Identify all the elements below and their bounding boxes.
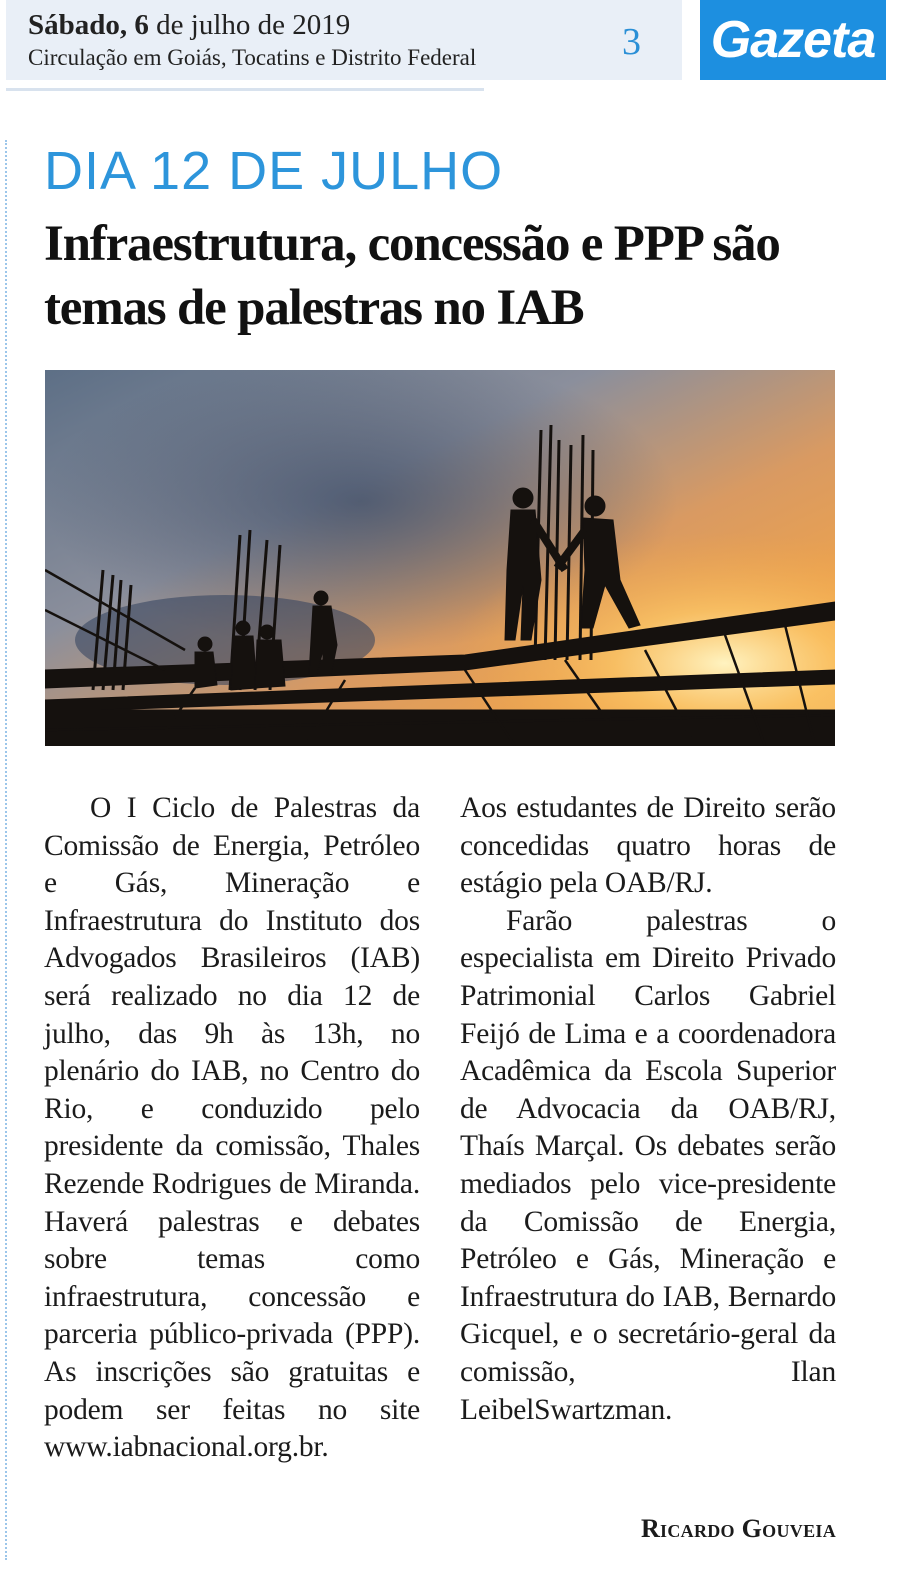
article-photo	[45, 370, 835, 746]
header-rule	[6, 88, 484, 91]
header-day: Sábado, 6	[28, 9, 149, 41]
header-circulation: Circulação em Goiás, Tocatins e Distrito Federal	[28, 45, 477, 70]
article-kicker: DIA 12 DE JULHO	[44, 141, 504, 201]
article-column-right	[460, 790, 836, 1429]
gazeta-logo	[700, 0, 886, 80]
header-date-rest: de julho de 2019	[148, 9, 351, 41]
article-paragraph: Aos estudantes de Direito serão concedidas quatro horas de estágio pela OAB/RJ.	[460, 792, 836, 900]
construction-sunset-illustration	[45, 370, 835, 746]
logo-text: Gazeta	[710, 11, 876, 69]
article-headline: Infraestrutura, concessão e PPP são temas de palestras no IAB	[44, 216, 780, 336]
left-margin-dotted-line	[5, 140, 7, 1560]
header-date	[28, 8, 350, 42]
article-paragraph: Farão palestras o especialista em Direito Privado Patrimonial Carlos Gabriel Feijó de Lima e a coordenadora Acadêmica da Escola Superior de Advocacia da OAB/RJ, Thaís Marçal. Os debates serão mediados pelo vice-presidente da Comissão de Energia, Petróleo e Gás, Mineração e Infraestrutura do IAB, Bernardo Gicquel, e o secretário-geral da comissão, Ilan LeibelSwartzman.	[460, 904, 836, 1426]
article-paragraph: O I Ciclo de Palestras da Comissão de Energia, Petróleo e Gás, Mineração e Infraestrutura do Instituto dos Advogados Brasileiros (IAB) será realizado no dia 12 de julho, das 9h às 13h, no plenário do IAB, no Centro do Rio, e conduzido pelo presidente da comissão, Thales Rezende Rodrigues de Miranda. Haverá palestras e debates sobre temas como infraestrutura, concessão e parceria público-privada (PPP). As inscrições são gratuitas e podem ser feitas no site www.iabnacional.org.br.	[44, 792, 420, 1464]
page-number: 3	[622, 21, 641, 63]
byline: Ricardo Gouveia	[640, 1514, 836, 1543]
article-column-left	[44, 790, 420, 1467]
